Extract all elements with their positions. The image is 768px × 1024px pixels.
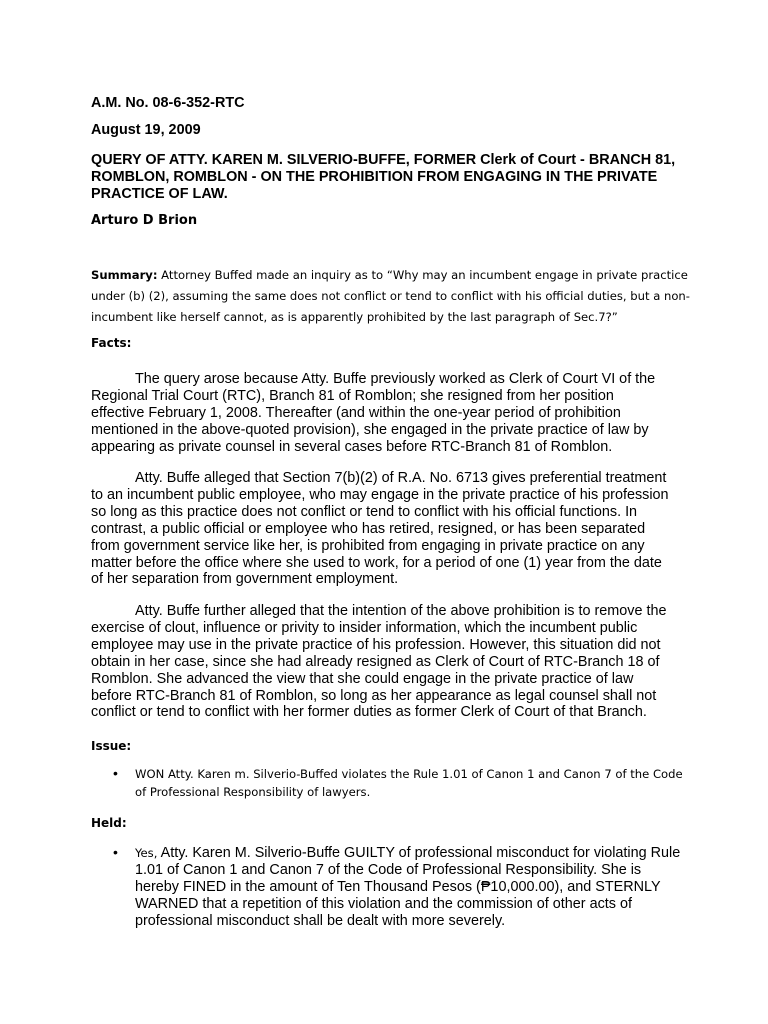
summary-label: Summary:: [91, 268, 158, 282]
case-title: QUERY OF ATTY. KAREN M. SILVERIO-BUFFE, FORMER Clerk of Court - BRANCH 81, ROMBLON, ROMBLON - ON THE PROHIBITION FROM ENGAGING IN THE PRIVATE PRACTICE OF LAW.: [91, 152, 676, 202]
issue-label: Issue:: [91, 739, 132, 753]
facts-paragraph-1: The query arose because Atty. Buffe previously worked as Clerk of Court VI of the Regional Trial Court (RTC), Branch 81 of Romblon; she resigned from her position effective February 1, 2008. Thereafter (and within the one-year period of prohibition mentioned in the above-quoted provision), she engaged in the private practice of law by appearing as private counsel in several cases before RTC-Branch 81 of Romblon.: [91, 371, 656, 455]
facts-label: Facts:: [91, 336, 132, 350]
held-body: Atty. Karen M. Silverio-Buffe GUILTY of professional misconduct for violating Rule 1.01 of Canon 1 and Canon 7 of the Code of Professional Responsibility. She is hereby FINED in the amount of Ten Thousand Pesos (₱10,000.00), and STERNLY WARNED that a repetition of this violation and the commission of other acts of professional misconduct shall be dealt with more severely.: [135, 845, 681, 929]
bullet-icon: •: [113, 844, 118, 860]
held-yes: Yes,: [135, 846, 158, 860]
summary-text: Attorney Buffed made an inquiry as to “Why may an incumbent engage in private practice under (b) (2), assuming the same does not conflict or tend to conflict with his official duties, but a non-incumbent like herself cannot, as is apparently prohibited by the last paragraph of Sec.7?”: [91, 268, 690, 324]
case-date: August 19, 2009: [91, 122, 201, 138]
bullet-icon: •: [113, 765, 118, 781]
facts-paragraph-2: Atty. Buffe alleged that Section 7(b)(2) of R.A. No. 6713 gives preferential treatment to an incumbent public employee, who may engage in the private practice of his profession so long as this practice does not conflict or tend to conflict with his official functions. In contrast, a public official or employee who has retired, resigned, or has been separated from government service like her, is prohibited from engaging in private practice on any matter before the office where she used to work, for a period of one (1) year from the date of her separation from government employment.: [91, 470, 669, 588]
summary-paragraph: [91, 265, 691, 328]
held-text: [135, 844, 685, 930]
issue-text: WON Atty. Karen m. Silverio-Buffed violates the Rule 1.01 of Canon 1 and Canon 7 of the Code of Professional Responsibility of lawyers.: [135, 767, 683, 799]
facts-paragraph-3: Atty. Buffe further alleged that the intention of the above prohibition is to remove the exercise of clout, influence or privity to insider information, which the incumbent public employee may use in the private practice of his profession. However, this situation did not obtain in her case, since she had already resigned as Clerk of Court of RTC-Branch 18 of Romblon. She advanced the view that she could engage in the private practice of law before RTC-Branch 81 of Romblon, so long as her appearance as legal counsel shall not conflict or tend to conflict with her former duties as former Clerk of Court of that Branch.: [91, 603, 667, 721]
case-number: A.M. No. 08-6-352-RTC: [91, 95, 245, 111]
case-author: Arturo D Brion: [91, 213, 198, 228]
held-label: Held:: [91, 816, 127, 830]
